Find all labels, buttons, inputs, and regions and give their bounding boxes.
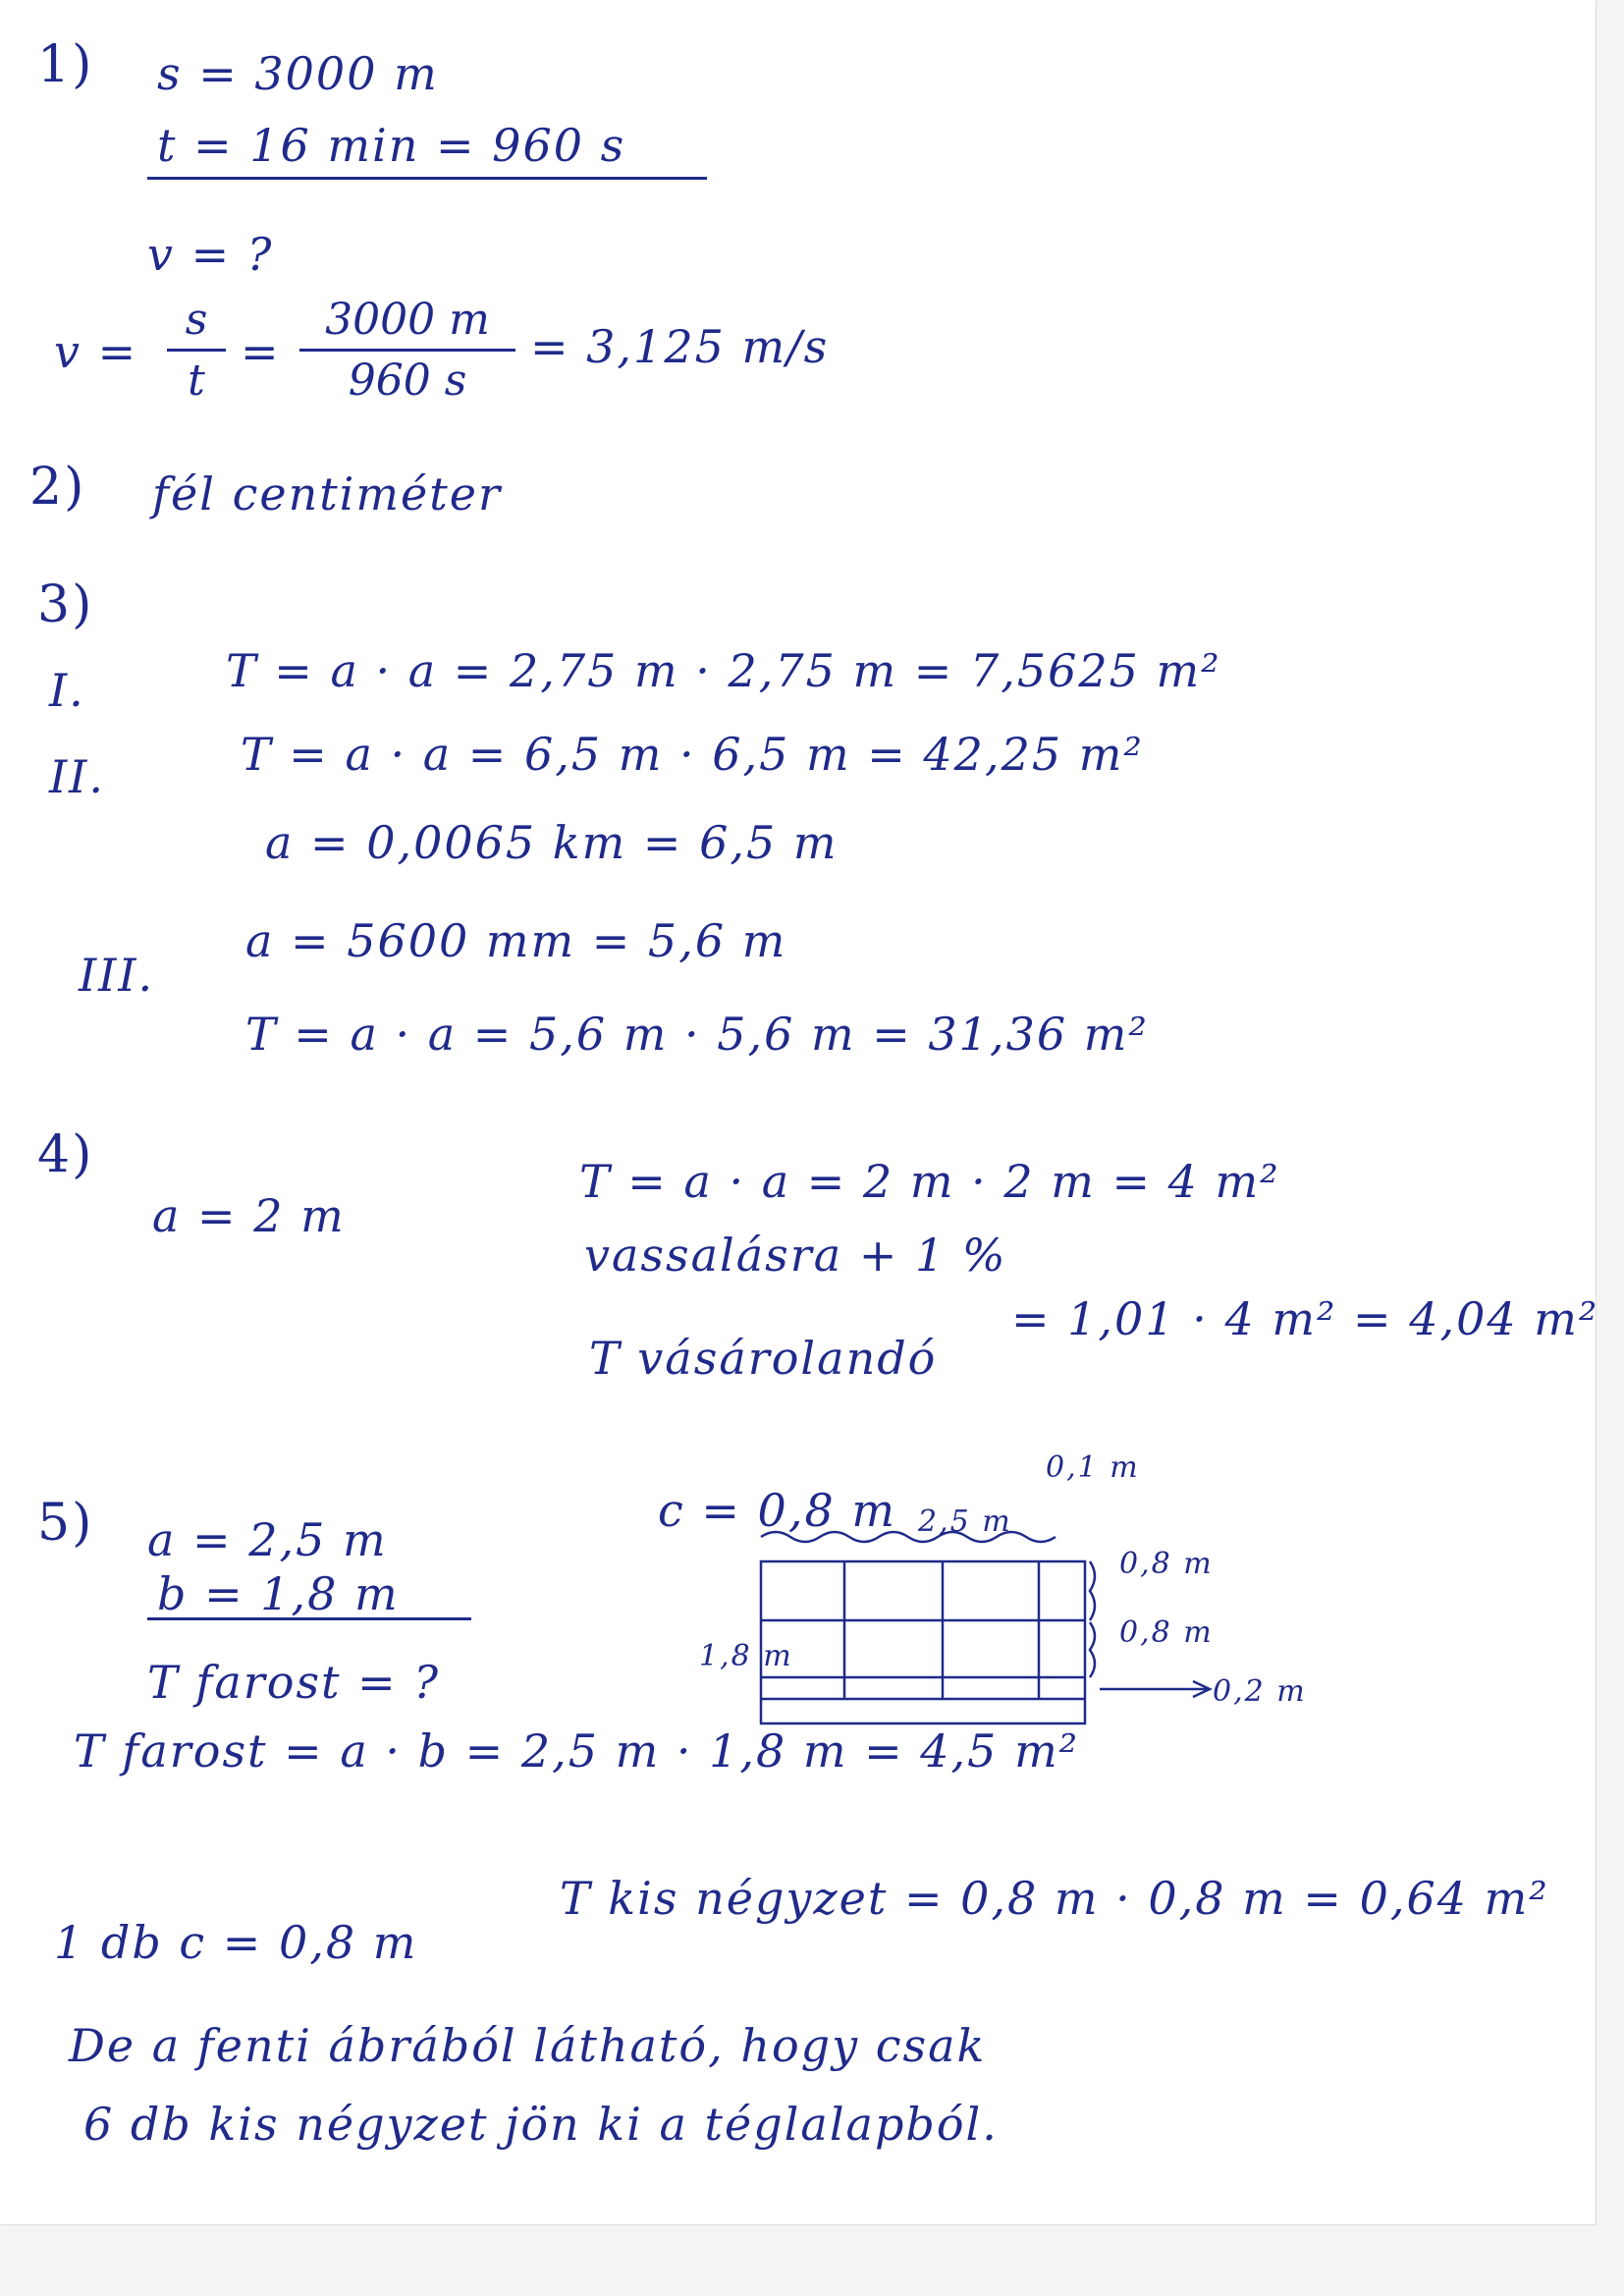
- problem-2-number: 2): [29, 458, 86, 517]
- problem-1-number: 1): [37, 35, 94, 94]
- p3-line-5: T = a · a = 5,6 m · 5,6 m = 31,36 m²: [245, 1008, 1149, 1061]
- p1-frac1-denominator: t: [188, 355, 205, 406]
- p4-area: T = a · a = 2 m · 2 m = 4 m²: [579, 1155, 1280, 1208]
- p5-6db-line: 6 db kis négyzet jön ki a téglalapból.: [83, 2098, 999, 2151]
- p3-roman-1: I.: [49, 664, 85, 717]
- p5-label-row-3: 0,2 m: [1213, 1674, 1307, 1709]
- p5-label-top-small: 0,1 m: [1046, 1450, 1140, 1485]
- p5-right-brace-2: [1090, 1622, 1095, 1677]
- p3-roman-3: III.: [79, 949, 155, 1002]
- p4-purchase-label: T vásárolandó: [589, 1332, 938, 1385]
- p1-frac2-numerator: 3000 m: [325, 295, 490, 345]
- p5-c: c = 0,8 m: [658, 1484, 896, 1537]
- p5-right-brace-1: [1090, 1561, 1095, 1620]
- p5-b: b = 1,8 m: [157, 1567, 400, 1620]
- p1-frac1-numerator: s: [185, 295, 208, 345]
- p1-v-lhs: v =: [54, 325, 138, 378]
- p5-label-row-2: 0,8 m: [1119, 1615, 1214, 1650]
- p3-line-2: T = a · a = 6,5 m · 6,5 m = 42,25 m²: [241, 728, 1144, 781]
- p1-question: v = ?: [147, 228, 274, 281]
- p5-1db-line: 1 db c = 0,8 m: [54, 1916, 418, 1969]
- p1-result: = 3,125 m/s: [530, 320, 830, 373]
- p5-kis-negyzet-line: T kis négyzet = 0,8 m · 0,8 m = 0,64 m²: [560, 1872, 1549, 1925]
- p4-extra: vassalásra + 1 %: [584, 1229, 1007, 1282]
- p3-line-1: T = a · a = 2,75 m · 2,75 m = 7,5625 m²: [226, 644, 1221, 697]
- p5-farost-line: T farost = a · b = 2,5 m · 1,8 m = 4,5 m²: [74, 1724, 1080, 1777]
- p5-a: a = 2,5 m: [147, 1513, 388, 1566]
- p1-time: t = 16 min = 960 s: [157, 119, 626, 172]
- p3-roman-2: II.: [49, 750, 105, 803]
- p5-label-width: 2,5 m: [918, 1504, 1012, 1539]
- p5-question: T farost = ?: [147, 1656, 440, 1709]
- p1-frac2-denominator: 960 s: [348, 355, 467, 406]
- p3-line-3: a = 0,0065 km = 6,5 m: [265, 816, 839, 869]
- p4-purchase-value: = 1,01 · 4 m² = 4,04 m²: [1011, 1292, 1599, 1345]
- p3-line-4: a = 5600 mm = 5,6 m: [245, 914, 787, 967]
- p1-equals: =: [241, 325, 281, 378]
- problem-4-number: 4): [37, 1125, 94, 1184]
- p5-label-height: 1,8 m: [699, 1639, 793, 1673]
- p5-de-line: De a fenti ábrából látható, hogy csak: [69, 2019, 987, 2072]
- p4-side: a = 2 m: [152, 1189, 346, 1242]
- p1-distance: s = 3000 m: [157, 47, 439, 100]
- problem-5-number: 5): [37, 1494, 94, 1553]
- p5-top-brace: [761, 1532, 1056, 1542]
- p5-label-row-1: 0,8 m: [1119, 1547, 1214, 1581]
- p2-answer: fél centiméter: [152, 467, 502, 520]
- problem-3-number: 3): [37, 575, 94, 634]
